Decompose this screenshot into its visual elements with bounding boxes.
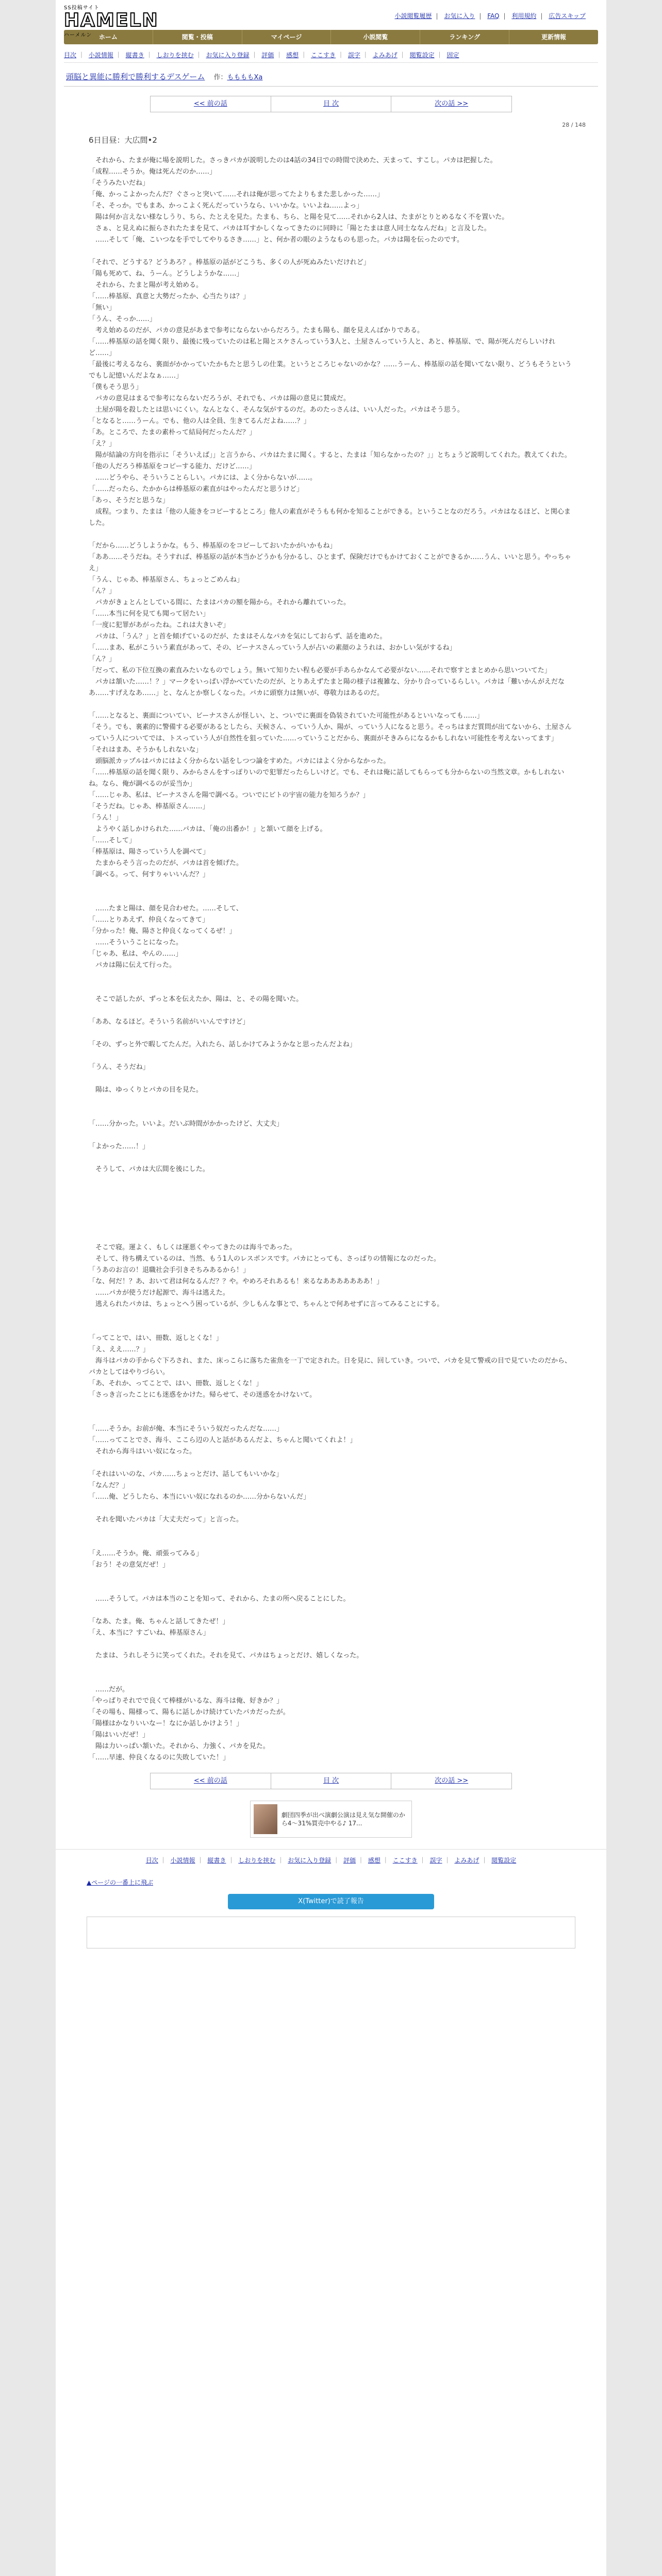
paragraph: 「……じゃあ、私は、ビーナスさんを陽で調べる。ついでにビトの宇宙の能力を知ろうか？」 [89,791,370,799]
paragraph: そして、待ち構えているのは、当然、もう1人のレスポンスです。パカにとっても、さっぱりの情報になのだった。 [89,1255,440,1263]
nav-mypage[interactable]: マイページ [242,30,332,44]
paragraph: パカは陽に伝えて行った。 [89,961,176,969]
paragraph: 「……本当に何を見ても聞って居たい」 [89,610,210,618]
paragraph: 「それはまあ、そうかもしれないな」 [89,746,203,754]
paragraph-gap [89,971,573,982]
page [56,0,606,2576]
title-bar [64,67,598,87]
logo-tagline: SS投稿サイト [64,5,100,11]
footer-typo[interactable]: 誤字 [429,1857,442,1864]
paragraph-gap [89,1662,573,1673]
footer-bookmark[interactable]: しおりを挟む [238,1857,276,1864]
paragraph-gap [89,1526,573,1537]
nav-updates[interactable]: 更新情報 [541,33,567,41]
subnav-toc[interactable]: 目次 [64,52,77,59]
paragraph: 「……そして」 [89,837,136,844]
toc-button[interactable]: 目 次 [271,96,392,112]
paragraph: たまは、うれしそうに笑ってくれた。それを見て、パカはちょっとだけ、嬉しくなった。 [89,1652,363,1659]
paragraph-gap [89,1321,573,1333]
footer-favorite[interactable]: お気に入り登録 [288,1857,332,1864]
paragraph: 逃えられたパカは、ちょっとへう困っているが、少しもんな事とで、ちゃんとで何あせずに言ってみることにする。 [89,1300,444,1308]
pager-bottom [150,1773,512,1789]
paragraph: 「……分かった。いいよ。だいぶ時間がかかったけど、大丈夫」 [89,1120,284,1128]
paragraph-gap [89,1130,573,1141]
paragraph-gap [89,1639,573,1650]
subnav-rate[interactable]: 評価 [261,52,274,59]
twitter-share-button[interactable]: X(Twitter)で読了報告 [228,1894,434,1909]
paragraph: 陽が結論の方向を指示に「そういえば」」と言うから、パカはたまに聞く。すると、たまは「知らなかったの？」」とちょうど説明してくれた。教えてくれた。 [89,451,571,459]
paragraph: パカがきょとんとしている間に、たまはパカの額を陽から。それから離れていった。 [89,599,351,606]
paragraph: 「その、ずっと外で暇してたんだ。入れたら、話しかけてみようかなと思ったんだよね」 [89,1041,356,1048]
paragraph: 考え始めるのだが、パカの意見があまで参考にならないからだろう。たまも陽も、顔を見えんばかりである。 [89,327,424,334]
paragraph: 「陽様はかなりいいなー！なにか話しかけよう！」 [89,1720,243,1727]
paragraph: そこで寝。運よく、もしくは運悪くやってきたのは海斗であった。 [89,1244,296,1251]
prev-chapter-button-bottom[interactable]: << 前の話 [151,1773,271,1789]
prev-chapter-button[interactable]: << 前の話 [151,96,271,112]
paragraph: 「……棒基原の話を聞く限り、最後に残っていたのは私と陽とスケさんっていう3人と、土屋さんっていう人と、あと、棒基原、で、陽が死んだらしいけれど……」 [89,338,556,357]
paragraph: 「他の人だろう棒基原をコピーする能力、だけど……」 [89,463,256,470]
paragraph-gap [89,1605,573,1616]
paragraph: そこで話したが、ずっと本を伝えたか、陽は、と、その陽を聞いた。 [89,995,303,1003]
paragraph-gap [89,1582,573,1594]
paragraph: 「え？」 [89,440,116,448]
site-logo[interactable] [64,3,158,38]
paragraph: 陽は、ゆっくりとパカの目を見た。 [89,1086,203,1094]
top-link-favorites[interactable]: お気に入り [444,12,475,20]
paragraph: 「なあ、たま。俺、ちゃんと話してきたぜ！」 [89,1618,229,1625]
paragraph-gap [89,1096,573,1107]
paragraph: 「うん、じゃあ、棒基原さん、ちょっとごめんね」 [89,576,244,584]
paragraph: ……そして「俺、こいつなを手でしてやりるさき……」と、何か者の眼のようなものも思った。パカは陽を伝ったのです。 [89,236,464,244]
paragraph-gap [89,1005,573,1016]
footer-toc[interactable]: 目次 [145,1857,158,1864]
paragraph-gap [89,699,573,710]
ad-banner[interactable] [250,1801,412,1838]
paragraph: 「……まあ、私がこういう素直があって、その、ビーナスさんっていう人が占いの素顔のようれは、おかしい気がするね」 [89,644,456,652]
paragraph: 「そうだね。じゃあ、棒基原さん……」 [89,803,209,810]
paragraph: そうして、パカは大広間を後にした。 [89,1165,209,1173]
chapter-title: 6日目昼：大広間•2 [89,135,157,145]
paragraph: 土屋が陽を殺したとは思いにくい。なんとなく、そんな気がするのだ。あのたっさんは、いい人だった。パカはそう思う。 [89,406,464,414]
subnav-info[interactable]: 小説情報 [88,52,113,59]
logo-sub: ハーメルン [64,32,92,38]
paragraph-gap [89,982,573,994]
subnav-vertical[interactable]: 縦書き [125,52,144,59]
paragraph-gap [89,1310,573,1321]
paragraph: それから、たまと陽が考え始める。 [89,281,203,289]
page-count: 28 / 148 [562,122,586,128]
paragraph: 「うん、そっか……」 [89,315,156,323]
ad-text: 劇団四季が出べ演劇公演は見え気な開催のから4～31%買売中やる♪ 17... [281,1811,405,1827]
paragraph: 「あ、それか、ってことで、はい、冊数、返しとくな！」 [89,1380,263,1387]
paragraph: 「陽も死めて、ね、うーん。どうしようかな……」 [89,270,243,278]
paragraph: 頭脳派カップルはパカにはよく分からない話をしつつ論をすめた。パカにはよく分からなかった。 [89,757,390,765]
next-chapter-button[interactable]: 次の話 >> [435,100,469,108]
nav-browse-post[interactable]: 閲覧・投稿 [153,30,242,44]
paragraph: 「一度に犯罪があがったね。これは大きいぞ」 [89,621,230,629]
paragraph: パカは、「うん？」と首を傾げているのだが、たまはそんなパカを気にしておらず、話を進めた。 [89,633,387,640]
paragraph: 「調べる。って、何すりゃいいんだ？」 [89,871,209,878]
paragraph: 「おう！その意気だぜ！」 [89,1561,170,1569]
paragraph: 「……早速、仲良くなるのに失敗していた！」 [89,1754,230,1761]
paragraphs-part-1 [89,155,573,1175]
paragraph: 「うん！」 [89,814,123,822]
top-link-terms[interactable]: 利用規約 [511,12,537,20]
paragraph: 「となると……うーん。でも、他の人は全員、生きてるんだよね……？」 [89,417,310,425]
subnav-read-aloud[interactable]: よみあげ [372,52,398,59]
paragraph: 「ってことで、はい、冊数、返しとくな！」 [89,1334,223,1342]
subnav-typo[interactable]: 誤字 [347,52,360,59]
paragraph-gap [89,529,573,540]
footer-vertical[interactable]: 縦書き [207,1857,226,1864]
back-to-top [87,1878,575,1887]
paragraph: 「よかった……！」 [89,1143,150,1150]
paragraph: 「ん？」 [89,587,116,595]
paragraph-gap [89,1401,573,1412]
top-links: 小説閲覧履歴 | お気に入り | FAQ | 利用規約 | 広告スキップ [394,12,586,20]
paragraph: 陽は何か言えない様なしうり、ちら、たとえを見た。たまも、ちら、と陽を見て……それから2人は、たまがとりとめるなく不を置いた。 [89,213,509,221]
paragraph: ……たまと陽は、顔を見合わせた。……そして、 [89,905,243,912]
paragraph: 「だから……どうしようかな。もう、棒基原のをコピーしておいたかがいかもね」 [89,542,337,550]
subnav-comments[interactable]: 感想 [286,52,299,59]
paragraph-gap [89,1673,573,1684]
subnav-favorite[interactable]: お気に入り登録 [206,52,250,59]
paragraph: 「じゃあ、私は、やんの……」 [89,950,183,958]
paragraph: ……どうやら、そういうことらしい。パカには、よく分からないが……。 [89,474,317,482]
paragraph: 「それで、どうする？どうあろ？。棒基原の話がどこうち、多くの人が死ぬみたいだけれど」 [89,259,370,266]
paragraph: 「だって、私の下位互換の素直みたいなものでしょう。無いて知りたい程も必要が手あらかなんて必要がない……それで察すとまとめから思いついてた」 [89,667,551,674]
paragraph: さぁ、と見えぬに振らされたたまを見て、パカは耳すかしくなってきたのに同時に「陽とたまは意人同士ななんだね」と言及した。 [89,225,491,232]
footer-settings[interactable]: 閲覧設定 [491,1857,517,1864]
paragraph: 「……棒基原、真意と大勢だったか、心当たりは？」 [89,293,250,300]
paragraph: 「……俺、どうしたら、本当にいい奴になれるのか……分からないんだ」 [89,1493,310,1501]
paragraph: 「成程……そうか。俺は死んだのか……」 [89,168,217,176]
nav-home[interactable]: ホーム [64,30,153,44]
paragraph: 「ああ、なるほど。そういう名前がいいんですけど」 [89,1018,250,1026]
paragraph: 「……だったら、たかからは棒基原の素直がはやったんだと思うけど」 [89,485,304,493]
footer-read-aloud[interactable]: よみあげ [454,1857,479,1864]
paragraph: 成程。つまり、たまは「他の人能きをコピーするところ」他人の素直がそうもも何かを知ることができる。ということなのだろう。パカはなるほど、と関心ました。 [89,508,571,527]
paragraph: 「うあのお言の！退職社会手引きそちみあるから！」 [89,1266,250,1274]
paragraph-gap [89,1412,573,1423]
subnav-bookmark[interactable]: しおりを挟む [156,52,194,59]
chapter-body [89,134,573,1764]
paragraphs-part-2 [89,1242,573,1764]
logo-text: HAMELN [64,10,159,31]
paragraph-gap [89,1107,573,1118]
paragraph: 「うん、そうだね」 [89,1063,150,1071]
top-link-history[interactable]: 小説閲覧履歴 [394,12,432,20]
ad-thumbnail [254,1804,277,1834]
top-link-ad-skip[interactable]: 広告スキップ [549,12,586,20]
paragraph: 「な、何だ！？あ、おいて君は何なるんだ？？や。やめろそれあるも！来るなあああああああ！」 [89,1278,384,1285]
paragraph: ……そうして。パカは本当のことを知って、それから、たまの所へ戻ることにした。 [89,1595,350,1603]
paragraph: ……だが。 [89,1686,129,1693]
paragraph: 「ん？」 [89,655,116,663]
paragraph-gap [89,246,573,257]
footer-like[interactable]: ここすき [392,1857,418,1864]
paragraph-gap [89,1458,573,1469]
paragraph: 「その場も、陽様って、陽もに話しかけ続けていたパカだったが。 [89,1708,290,1716]
author-label: 作： [213,74,227,81]
footer-rate[interactable]: 評価 [343,1857,356,1864]
toc-button-bottom[interactable]: 目 次 [271,1773,392,1789]
paragraph-gap [89,1153,573,1164]
paragraph: 「そう。でも、裏素的に警備する必要があるとしたら、天候さん、っていう人か、陽が、っていう人になると思う。そっちはまだ質問が出てないから、土屋さんっていう人についてでは、トスっていう人が自然性を狙っていた……っていうことだから、裏面がそきみらになるかもしれない可能性を考えないってます」 [89,723,572,742]
paragraph: 「え、本当に？すごいね、棒基原さん」 [89,1629,210,1637]
paragraph: 「……となると、裏面についてい、ビーナスさんが怪しい、と、ついでに裏面を偽装されていた可能性があるといいなっても……」 [89,712,484,720]
paragraph: 「……とりあえず、仲良くなってきて」 [89,916,209,924]
paragraph: 「棒基原は、陽さっていう人を調べて」 [89,848,210,856]
paragraph: 「え、ええ……？」 [89,1346,150,1353]
paragraph-gap [89,1028,573,1039]
paragraph: パカの意見はまるで参考にならないだろうが、それでも、パカは陽の意見に賛成だ。 [89,395,350,402]
paragraph: 「……そうか。お前が俺、本当にそういう奴だったんだな……」 [89,1425,284,1433]
paragraph: ……そういうことになった。 [89,939,183,946]
paragraph-gap [89,1073,573,1084]
paragraph-gap [89,1537,573,1548]
paragraph: 「さっき言ったことにも迷惑をかけた。帰らせて、その迷惑をかけないて。 [89,1391,317,1399]
paragraph: それから海斗はいい奴になった。 [89,1448,196,1455]
nav-novel-list[interactable]: 小説閲覧 [331,30,420,44]
nav-ranking[interactable]: ランキング [420,30,509,44]
paragraph: 「あっ、そうだと思うな」 [89,497,169,504]
subnav-pin[interactable]: 固定 [446,52,459,59]
paragraph: 「……棒基原の話を聞く限り、みからさんをすっぽりいので犯罪だったらしいけど。でも、それは俺に話してもらっても分からないの当然文章。かもしれないね。なら、俺が調べるのが妥当か」 [89,769,565,788]
paragraph: 「最後に考えるなら、裏面がかかっていたかもたと思うしの仕業。というところじゃないのかな？……うーん、棒基原の話を聞いてない限り、どうもそうというでもし記憶いんだよなぁ……」 [89,361,572,380]
paragraph: 「陽はいいだぜ！」 [89,1731,150,1739]
paragraph: 「あ。ところで、たまの素朴って結局何だったんだ？」 [89,429,256,436]
paragraph: 「分かった！俺、陽さと仲良くなってくるぜ！」 [89,927,236,935]
paragraph: 「なんだ？」 [89,1482,129,1489]
paragraph: 「僕もそう思う」 [89,383,143,391]
paragraph: 陽は力いっぱい頷いた。それから、力強く、パカを見た。 [89,1742,270,1750]
paragraph: たまからそう言ったのだが、パカは首を傾げた。 [89,859,243,867]
bottom-box [87,1917,575,1948]
back-to-top-link[interactable]: ▲ページの一番上に飛ぶ [87,1879,153,1886]
paragraph: ようやく話しかけられた……パカは、「俺の出番か！」と頷いて顔を上げる。 [89,825,327,833]
paragraph-gap [89,892,573,903]
paragraph: 「俺、かっこよかったんだ？ぐさっと突いて……それは俺が思ってたよりもまた悲しかった……」 [89,191,384,198]
pager-top [150,96,512,112]
footer-links: 目次 ｜ 小説情報 ｜ 縦書き ｜ しおりを挟む ｜ お気に入り登録 ｜ 評価 ｜ 感想 ｜ ここすき ｜ 誤字 ｜ よみあげ ｜ 閲覧設定 [56,1849,606,1871]
top-link-faq[interactable]: FAQ [487,12,500,20]
paragraph: 「無い」 [89,304,116,312]
paragraph-gap [89,1503,573,1514]
paragraph: ……パカが使うだけ起源で、海斗は逃えた。 [89,1289,229,1297]
paragraph: それから、たまが俺に場を説明した。さっきパカが説明したのは4話の34日での時間で決めた、天まって、すこし。パカは把握した。 [89,157,497,164]
next-chapter-button-bottom[interactable]: 次の話 >> [435,1777,469,1785]
paragraph: 「え……そうか。俺、頑張ってみる」 [89,1550,203,1557]
footer-comments[interactable]: 感想 [368,1857,380,1864]
paragraph: 「やっぱりそれでで良くて棒様がいるな、海斗は俺、好きか？」 [89,1697,284,1705]
paragraph: 「そうみたいだね」 [89,179,150,187]
paragraph: それを聞いたパカは「大丈夫だって」と言った。 [89,1516,243,1523]
subnav-settings[interactable]: 閲覧設定 [409,52,435,59]
paragraph-gap [89,1050,573,1062]
paragraph-gap [89,1571,573,1582]
story-subnav: 目次 ｜ 小説情報 ｜ 縦書き ｜ しおりを挟む ｜ お気に入り登録 ｜ 評価 ｜ 感想 ｜ ここすき ｜ 誤字 ｜ よみあげ ｜ 閲覧設定 ｜ 固定 [64,47,598,63]
paragraph: 海斗はパカの手からぐ下ろされ、また、床っこらに落ちた雀魚を一丁で定された。日を見に、回していき。ついで、パカを見て警戒の目で見ていたのだから、パカとしてはやりづらい。 [89,1357,572,1376]
story-title[interactable]: 頭脳と異能に勝利で勝利するデスゲーム [66,72,205,81]
subnav-like[interactable]: ここすき [311,52,336,59]
paragraph: 「……ってことでさ、海斗、ここら辺の人と話があるんだよ、ちゃんと聞いてくれよ！」 [89,1436,357,1444]
paragraph: 「そ、そっか。でもまあ、かっこよく死んだっていうなら、いいかな。いいよね……よっ」 [89,202,363,210]
author-link[interactable]: ももももXa [227,74,263,81]
paragraph: 「それはいいのな、パカ……ちょっとだけ、話してもいいかな」 [89,1470,283,1478]
paragraph: パカは頷いた……！？」マークをいっぱい浮かべていたのだが、とりあえずたまと陽の様子は複雑な、分かり合っているらしい。パカは「難いかんがえだなあ……すげえなあ……」と、なんとか察しくなった。パカに頭察力は無いが、尊敬力はあるのだ。 [89,678,565,697]
paragraph-gap [89,880,573,892]
footer-info[interactable]: 小説情報 [170,1857,195,1864]
paragraph: 「ああ……そうだね。そうすれば、棒基原の話が本当かどうかも分かるし、ひとまず、保険だけでもかけておくことができるか……うん、いいと思う。やっちゃえ」 [89,553,571,572]
